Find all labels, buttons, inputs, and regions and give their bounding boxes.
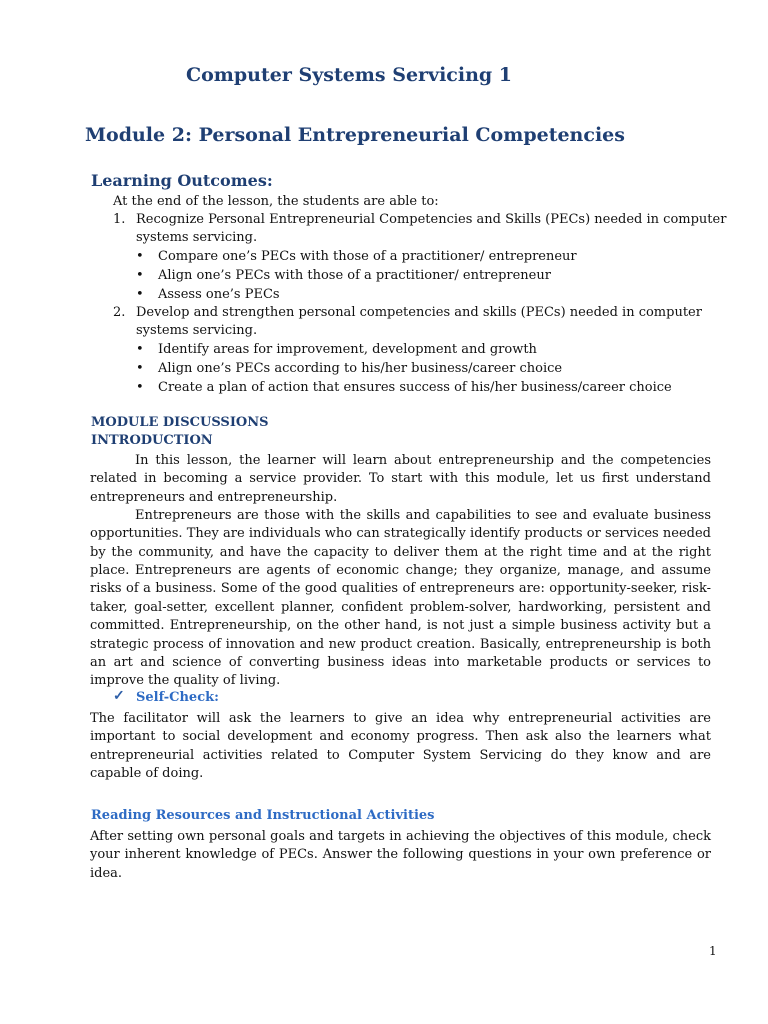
intro-paragraph-3: Entrepreneurs are agents of economic change; they organize, manage, and assume risks of a business. Some of the good qualities of entrepreneurs are: opportunity-seeker, risk-taker, goal-setter, excellent planner, confident problem-solver, hardworking, persistent and committed. Entrepreneurship, on the other hand, is not just a simple business activity but a strategic process of innovation and new product creation. Basically, entrepreneurship is both an art and science of converting business ideas into marketable products or services to improve the quality of living. (90, 563, 711, 689)
bullet-icon: • (136, 249, 144, 264)
intro-paragraph-1: In this lesson, the learner will learn about entrepreneurship and the competencies related in becoming a service provider. To start with this module, let us first understand entrepreneurs and entrepreneurship. (90, 453, 711, 505)
outcome-2-line2: systems servicing. (136, 323, 258, 338)
outcome-2-line1: Develop and strengthen personal competencies and skills (PECs) needed in computer (136, 305, 702, 320)
outcome-1-bullet-1: Compare one’s PECs with those of a practitioner/ entrepreneur (158, 249, 577, 264)
bullet-icon: • (136, 380, 144, 395)
module-discussions-heading: MODULE DISCUSSIONS (91, 415, 269, 430)
reading-resources-text: After setting own personal goals and targets in achieving the objectives of this module, check your inherent knowledge of PECs. Answer the following questions in your own preference or idea. (90, 829, 711, 881)
outcome-number-2: 2. (113, 305, 126, 320)
checkmark-icon: ✓ (113, 688, 125, 704)
learning-outcomes-heading: Learning Outcomes: (91, 171, 273, 190)
outcome-1-bullet-2: Align one’s PECs with those of a practitioner/ entrepreneur (158, 268, 551, 283)
reading-resources-heading: Reading Resources and Instructional Activities (91, 808, 435, 823)
self-check-heading: Self-Check: (136, 690, 219, 705)
outcome-1-line1: Recognize Personal Entrepreneurial Competencies and Skills (PECs) needed in computer (136, 212, 727, 227)
outcome-number-1: 1. (113, 212, 126, 227)
bullet-icon: • (136, 268, 144, 283)
outcome-2-bullet-1: Identify areas for improvement, development and growth (158, 342, 537, 357)
course-title: Computer Systems Servicing 1 (186, 64, 513, 86)
bullet-icon: • (136, 342, 144, 357)
page-number: 1 (709, 944, 717, 958)
outcome-2-bullet-3: Create a plan of action that ensures success of his/her business/career choice (158, 380, 672, 395)
outcome-1-bullet-3: Assess one’s PECs (158, 287, 280, 302)
outcome-1-line2: systems servicing. (136, 230, 258, 245)
bullet-icon: • (136, 287, 144, 302)
outcome-2-bullet-2: Align one’s PECs according to his/her business/career choice (158, 361, 563, 376)
learning-outcomes-intro: At the end of the lesson, the students are able to: (113, 194, 439, 209)
intro-paragraph-2: Entrepreneurs are those with the skills and capabilities to see and evaluate business opportunities. They are individuals who can strategically identify products or services needed by the community, and have the capacity to deliver them at the right time and at the right place. (90, 508, 711, 579)
module-title: Module 2: Personal Entrepreneurial Competencies (85, 124, 625, 146)
self-check-text: The facilitator will ask the learners to give an idea why entrepreneurial activities are important to social development and economy progress. Then ask also the learners what entrepreneurial activities related to Computer System Servicing do they know and are capable of doing. (90, 711, 711, 782)
bullet-icon: • (136, 361, 144, 376)
introduction-heading: INTRODUCTION (91, 433, 213, 448)
